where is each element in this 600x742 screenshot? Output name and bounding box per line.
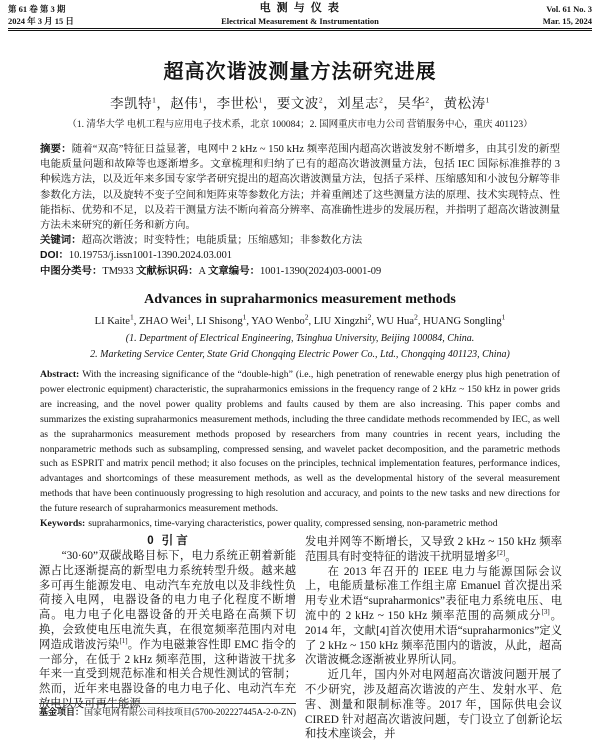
text-run: 近几年，国内外对电网超高次谐波问题开展了不少研究，涉及超高次谐波的产生、发射水平、危害、测量和限制标准等。2017 年，国际供电会议 CIRED 针对超高次谐波问题，专门设立了创新论坛和技术座谈会，并 bbox=[305, 669, 562, 741]
title-cn: 超高次谐波测量方法研究进展 bbox=[163, 61, 437, 83]
clc-value: TM933 bbox=[102, 265, 134, 277]
title-en: Advances in supraharmonics measurement methods bbox=[144, 292, 456, 307]
doi-line bbox=[40, 248, 560, 263]
author-separator: , bbox=[371, 316, 377, 327]
text-run: 。作为电磁兼容性即 EMC 指令的一部分，在低于 2 kHz 频率范围，这种谐波干扰多年来一直受到规范标准和相关合规性测试的管制；然而，近年来电器设备的电力电子化、电动汽车充放电以及可再生能源 bbox=[39, 638, 296, 710]
section-number: 0 bbox=[147, 535, 154, 547]
author-affiliation-mark: 1 bbox=[501, 312, 506, 322]
author-separator: , bbox=[133, 316, 139, 327]
clc-label: 中图分类号： bbox=[40, 265, 103, 277]
text-run: 。 bbox=[505, 550, 517, 563]
author-affiliation-mark: 2 bbox=[414, 312, 418, 322]
authors-en bbox=[30, 314, 570, 329]
citation: [1] bbox=[119, 637, 128, 646]
keywords-en-label: Keywords: bbox=[40, 518, 86, 530]
body-column-right bbox=[305, 535, 562, 741]
author bbox=[444, 96, 490, 111]
document-code bbox=[136, 266, 205, 277]
header-volume-issue: 第 61 卷 第 3 期 bbox=[8, 4, 66, 14]
author-affiliation-mark: 1 bbox=[485, 95, 490, 105]
abstract-cn-label: 摘要： bbox=[40, 144, 72, 155]
footnote-rule bbox=[39, 703, 296, 704]
text-run: 。2014 年，文献[4]首次使用术语“supraharmonics”定义了 2 kHz ~ 150 kHz 频率范围内的谐波，从此，超高次谐波概念逐渐被业界所认同。 bbox=[305, 609, 562, 667]
doi-label: DOI： bbox=[40, 250, 69, 262]
author-affiliation-mark: 1 bbox=[129, 312, 134, 322]
paragraph bbox=[305, 565, 562, 669]
article-number-label: 文章编号： bbox=[208, 265, 260, 277]
paragraph bbox=[305, 668, 562, 742]
abstract-en-label: Abstract: bbox=[40, 369, 80, 380]
author-name: LI Kaite bbox=[94, 316, 130, 327]
author-affiliation-mark: 1 bbox=[198, 95, 203, 105]
article-number-value: 1001-1390(2024)03-0001-09 bbox=[259, 265, 382, 277]
abstract-cn bbox=[40, 142, 560, 233]
abstract-cn-text: 随着“双高”特征日益显著，电网中 2 kHz ~ 150 kHz 频率范围内超高次谐波发射不断增多，由其引发的新型电能质量问题和故障等也逐渐增多。文章梳理和归纳了已有的超高次谐波测量方法，包括 IEC 国际标准推荐的 3 种候选方法，以及近年来多国专家学者研究提出的超高次谐波测量方法，包括子采样、压缩感知和小波包分解等非参数化方法，以及旋转不变子空间和矩阵束等参数化方法；并着重阐述了这些测量方法的原理、技术实现特点、性能指标、优势和不足，以及若干测量方法不断向着高分辨率、高准确性进步的发展历程，并指明了超高次谐波测量方法未来研究的新任务和新方向。 bbox=[40, 144, 560, 232]
text-run: 发电并网等不断增长，又导致 2 kHz ~ 150 kHz 频率范围具有时变特征的谐波干扰明显增多 bbox=[305, 536, 562, 563]
footnote-label: 基金项目： bbox=[39, 707, 85, 717]
running-header-left bbox=[8, 3, 74, 27]
author bbox=[196, 312, 247, 327]
paragraph bbox=[305, 535, 562, 565]
affiliation-en-line: 2. Marketing Service Center, State Grid Chongqing Electric Power Co., Ltd., Chongqing 401123, China) bbox=[90, 348, 510, 360]
author-separator: ， bbox=[383, 96, 398, 111]
paragraph bbox=[39, 549, 296, 712]
author-name: 吴华 bbox=[397, 96, 426, 111]
header-journal-cn: 电 测 与 仪 表 bbox=[259, 2, 341, 14]
author-name: ZHAO Wei bbox=[138, 316, 188, 327]
abstract-en-text: With the increasing significance of the “double-high” (i.e., high penetration of renewable energy plus high penetration of power electronic equipment) characteristic, the supraharmonics emissions in the frequency range of 2 kHz ~ 150 kHz in power grids are increasing, and the novel power quality problems and faults caused by them are also increasing. This paper combs and summarizes the existing supraharmonics measurement methods, including the three candidate methods recommended by IEC, as well as the supraharmonics measurement methods proposed by researchers from many countries in recent years, including the nonparametric methods such as subsampling, compressed sensing, and wavelet packet decomposition, and the parametric methods such as ESPRIT and matrix pencil method; it also focuses on the principles, technical implementation features, performance indices, advantages and shortcomings of these measurement methods, as well as the developmental history of the several measurement methods that have been continuously progressing to high resolution and accuracy, and points to the new tasks and new directions for the future research of supraharmonics measurement methods. bbox=[40, 369, 560, 515]
article-number bbox=[208, 266, 381, 277]
author-name: HUANG Songling bbox=[423, 316, 502, 327]
authors-cn bbox=[30, 94, 570, 113]
keywords-cn-text: 超高次谐波；时变特性；电能质量；压缩感知；非参数化方法 bbox=[81, 235, 363, 247]
author-name: 李凯特 bbox=[110, 96, 153, 111]
section-title: 引 言 bbox=[161, 535, 188, 547]
author-separator: ， bbox=[323, 96, 338, 111]
author-affiliation-mark: 1 bbox=[242, 312, 247, 322]
author-affiliation-mark: 2 bbox=[425, 95, 430, 105]
author bbox=[337, 96, 383, 111]
author-name: 李世松 bbox=[216, 96, 259, 111]
author-separator: , bbox=[190, 316, 197, 327]
header-rule bbox=[8, 28, 592, 31]
author-name: 刘星志 bbox=[337, 96, 380, 111]
text-run: 在 2013 年召开的 IEEE 电力与能源国际会议上，电能质量标准工作组主席 Emanuel 首次提出采用专业术语“supraharmonics”表征电力系统电压、电流中的 2 kHz ~ 150 kHz 频率范围的高频成分 bbox=[305, 565, 562, 622]
keywords-en-text: supraharmonics, time-varying characteristics, power quality, compressed sensing, non-parametric method bbox=[88, 518, 498, 530]
front-matter-en bbox=[40, 368, 560, 532]
author bbox=[138, 312, 191, 327]
author-name: 赵伟 bbox=[170, 96, 199, 111]
author-separator: ， bbox=[202, 96, 217, 111]
section-heading bbox=[39, 534, 296, 549]
author-affiliation-mark: 2 bbox=[379, 95, 384, 105]
clc-code bbox=[40, 266, 134, 277]
footnote bbox=[39, 706, 296, 733]
author-name: WU Hua bbox=[376, 316, 415, 327]
running-header-right bbox=[543, 3, 592, 27]
keywords-cn-label: 关键词： bbox=[40, 235, 82, 247]
author-name: YAO Wenbo bbox=[251, 316, 305, 327]
author-separator: , bbox=[246, 316, 252, 327]
keywords-en bbox=[40, 517, 560, 532]
author-name: LIU Xingzhi bbox=[313, 316, 368, 327]
doi-value: 10.19753/j.issn1001-1390.2024.03.001 bbox=[68, 250, 232, 262]
author bbox=[251, 312, 309, 327]
header-date-cn: 2024 年 3 月 15 日 bbox=[8, 16, 74, 26]
author bbox=[94, 312, 134, 327]
author bbox=[217, 96, 263, 111]
affiliations-en bbox=[30, 331, 570, 362]
affiliation-en-line: (1. Department of Electrical Engineering, Tsinghua University, Beijing 100084, China. bbox=[125, 333, 475, 344]
author-affiliation-mark: 1 bbox=[152, 95, 157, 105]
author bbox=[277, 96, 323, 111]
left-column-text bbox=[39, 549, 296, 712]
author bbox=[170, 96, 202, 111]
author-separator: ， bbox=[156, 96, 171, 111]
author bbox=[313, 312, 372, 327]
text-run: “30·60”双碳战略目标下，电力系统正朝着新能源占比逐渐提高的新型电力系统转型升级。越来越多可再生能源发电、电动汽车充放电以及非线性负荷接入电网，电器设备的电力电子化程度不断增高。电力电子化电器设备的开关电路在高频下切换，会致使电压电流失真，在很宽频率范围内对电网造成谐波污染 bbox=[39, 550, 296, 651]
author bbox=[110, 96, 156, 111]
document-code-value: A bbox=[198, 265, 206, 277]
author-name: 要文波 bbox=[276, 96, 319, 111]
author bbox=[376, 312, 418, 327]
author bbox=[423, 312, 506, 327]
running-header-journal bbox=[150, 2, 450, 27]
body-column-left bbox=[39, 534, 296, 710]
citation: [3] bbox=[541, 608, 550, 617]
abstract-en bbox=[40, 368, 560, 517]
keywords-cn bbox=[40, 233, 560, 248]
document-code-label: 文献标识码： bbox=[136, 265, 199, 277]
affiliation-cn: （1. 清华大学 电机工程与应用电子技术系，北京 100084；2. 国网重庆市电力公司 营销服务中心，重庆 401123） bbox=[67, 120, 533, 130]
footnote-text: 国家电网有限公司科技项目(5700-202227445A-2-0-ZN) bbox=[84, 707, 296, 717]
header-volume-issue-en: Vol. 61 No. 3 bbox=[546, 4, 592, 14]
author-name: 黄松涛 bbox=[443, 96, 486, 111]
author-affiliation-mark: 1 bbox=[187, 312, 191, 322]
author-affiliation-mark: 2 bbox=[304, 312, 309, 322]
header-date-en: Mar. 15, 2024 bbox=[542, 16, 592, 26]
citation: [2] bbox=[497, 549, 506, 558]
author-affiliation-mark: 1 bbox=[258, 95, 263, 105]
author-separator: ， bbox=[429, 96, 444, 111]
author-affiliation-mark: 2 bbox=[367, 312, 372, 322]
author-name: LI Shisong bbox=[196, 316, 243, 327]
author-affiliation-mark: 2 bbox=[318, 95, 324, 105]
front-matter-cn bbox=[40, 142, 560, 279]
author-separator: , bbox=[308, 316, 314, 327]
author-separator: , bbox=[417, 316, 424, 327]
classification-line bbox=[40, 264, 560, 279]
author-separator: ， bbox=[262, 96, 277, 111]
header-journal-en: Electrical Measurement & Instrumentation bbox=[221, 16, 379, 26]
author bbox=[397, 96, 429, 111]
